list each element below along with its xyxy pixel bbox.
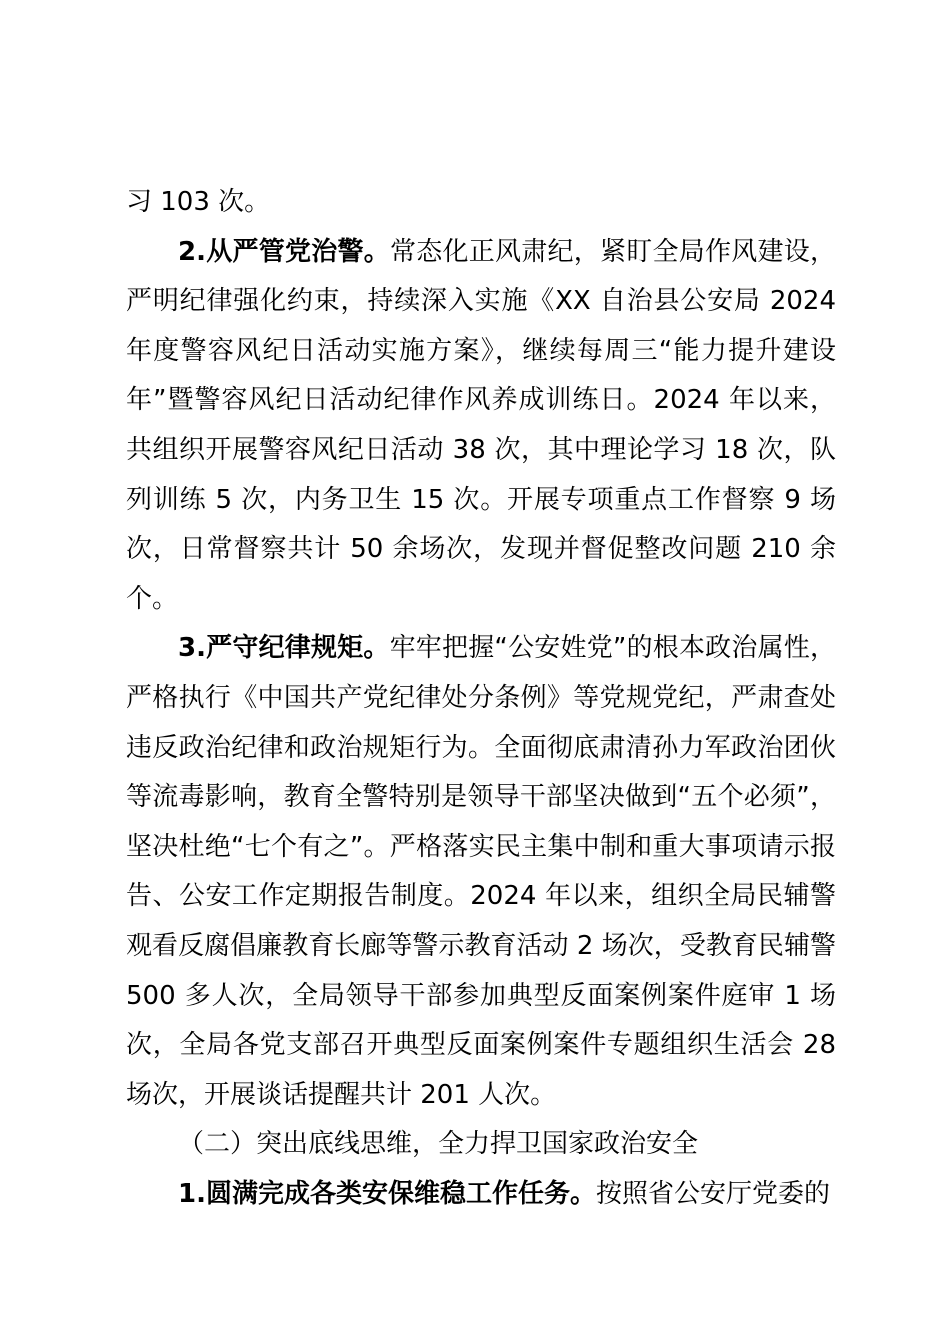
paragraph-heading: 1.圆满完成各类安保维稳工作任务。 [178, 1178, 596, 1209]
paragraph-continuation [126, 178, 836, 228]
paragraph-discipline-rules [126, 624, 836, 1120]
paragraph-text: 常态化正风肃纪，紧盯全局作风建设，严明纪律强化约束，持续深入实施《XX 自治县公安局 2024 年度警容风纪日活动实施方案》，继续每周三“能力提升建设年”暨警容风纪日活动纪律作风养成训练日。2024 年以来，共组织开展警容风纪日活动 38 次，其中理论学习 18 次，队列训练 5 次，内务卫生 15 次。开展专项重点工作督察 9 场次，日常督察共计 50 余场次，发现并督促整改问题 210 余个。 [126, 236, 836, 614]
paragraph-heading: 3.严守纪律规矩。 [178, 633, 390, 664]
paragraph-text: 按照省公安厅党委的 [595, 1178, 830, 1209]
paragraph-text: 习 103 次。 [126, 187, 271, 217]
paragraph-strict-party-management [126, 228, 836, 625]
paragraph-text: 牢牢把握“公安姓党”的根本政治属性，严格执行《中国共产党纪律处分条例》等党规党纪，严肃查处违反政治纪律和政治规矩行为。全面彻底肃清孙力军政治团伙等流毒影响，教育全警特别是领导干部坚决做到“五个必须”，坚决杜绝“七个有之”。严格落实民主集中制和重大事项请示报告、公安工作定期报告制度。2024 年以来，组织全局民辅警观看反腐倡廉教育长廊等警示教育活动 2 场次，受教育民辅警 500 多人次，全局领导干部参加典型反面案例案件庭审 1 场次，全局各党支部召开典型反面案例案件专题组织生活会 28 场次，开展谈话提醒共计 201 人次。 [126, 633, 836, 1110]
paragraph-heading: 2.从严管党治警。 [178, 236, 390, 267]
section-heading-political-security [126, 1120, 836, 1170]
section-heading-text: （二）突出底线思维，全力捍卫国家政治安全 [178, 1129, 699, 1160]
paragraph-security-tasks [126, 1170, 836, 1220]
document-body [126, 178, 836, 1219]
